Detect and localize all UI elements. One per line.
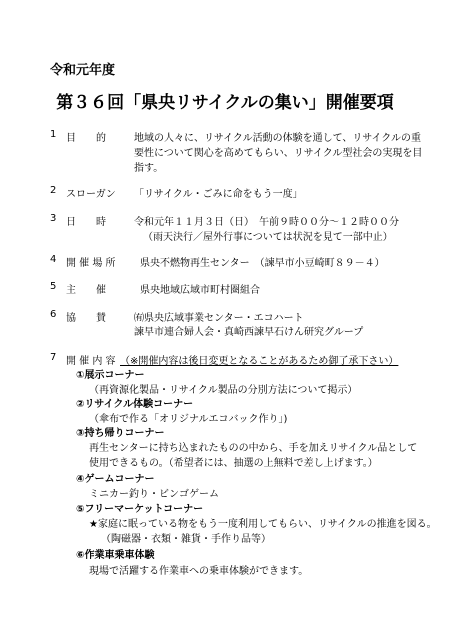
- event-desc: （傘布で作る「オリジナルエコバック作り」): [89, 414, 288, 425]
- purpose-line: 地域の人々に、リサイクル活動の体験を通して、リサイクルの重: [134, 133, 421, 144]
- section-number: 4: [50, 254, 57, 265]
- section-label-datetime: 日 時: [66, 217, 106, 228]
- section-number: 2: [50, 185, 57, 196]
- section-number: 5: [50, 281, 57, 292]
- venue-text: 県央不燃物再生センター （諫早市小豆崎町８９－４）: [140, 258, 385, 269]
- section-label-organizer: 主 催: [66, 285, 106, 296]
- event-title-flea-market: ⑤フリーマーケットコーナー: [76, 504, 204, 515]
- purpose-line: 指す。: [134, 163, 164, 174]
- event-desc: 現場で活躍する作業車への乗車体験ができます。: [89, 566, 309, 577]
- event-title-recycle-experience: ②リサイクル体験コーナー: [76, 399, 194, 410]
- event-title-work-vehicle: ⑥作業車乗車体験: [76, 550, 155, 561]
- section-label-slogan: スローガン: [66, 189, 116, 200]
- event-desc: 使用できるもの。（希望者には、抽選の上無料で差し上げます。）: [89, 458, 378, 469]
- section-number: 3: [50, 213, 57, 224]
- section-number: 6: [50, 309, 57, 320]
- section-label-sponsor: 協 賛: [66, 313, 106, 324]
- datetime-text: 令和元年１１月３日（日） 午前９時００分～１２時００分: [134, 217, 399, 228]
- sponsor-line: ㈲県央広域事業センター・エコハート: [134, 313, 304, 324]
- document-title: 第３６回「県央リサイクルの集い」開催要項: [56, 93, 394, 113]
- event-title-exhibit: ①展示コーナー: [76, 370, 145, 381]
- section-number: 7: [50, 352, 57, 363]
- section-label-content: 開 催 内 容: [66, 356, 116, 367]
- event-desc: ミニカー釣り・ビンゴゲーム: [89, 489, 219, 500]
- section-label-purpose: 目 的: [66, 133, 106, 144]
- organizer-text: 県央地域広域市町村圏組合: [140, 285, 260, 296]
- event-desc: ★家庭に眠っている物をもう一度利用してもらい、リサイクルの推進を図る。: [89, 519, 437, 530]
- event-desc: 再生センターに持ち込まれたものの中から、手を加えリサイクル品として: [89, 443, 418, 454]
- event-desc: （再資源化製品・リサイクル製品の分別方法について掲示）: [89, 385, 358, 396]
- section-label-venue: 開 催 場 所: [66, 258, 116, 269]
- sponsor-line: 諫早市連合婦人会・真崎西諫早石けん研究グループ: [134, 327, 364, 338]
- slogan-text: 「リサイクル・ごみに命をもう一度」: [134, 189, 303, 200]
- event-title-game: ④ゲームコーナー: [76, 474, 155, 485]
- content-notice: （※開催内容は後日変更となることがあるため御了承下さい）: [120, 356, 399, 367]
- purpose-line: 要性について関心を高めてもらい、リサイクル型社会の実現を目: [134, 148, 423, 159]
- datetime-note: （雨天決行／屋外行事については状況を見て一部中止）: [143, 232, 393, 243]
- event-desc: （陶磁器・衣類・雑貨・手作り品等）: [101, 534, 271, 545]
- section-number: 1: [50, 129, 57, 140]
- fiscal-year-label: 令和元年度: [50, 63, 116, 78]
- event-title-take-home: ③持ち帰りコーナー: [76, 428, 165, 439]
